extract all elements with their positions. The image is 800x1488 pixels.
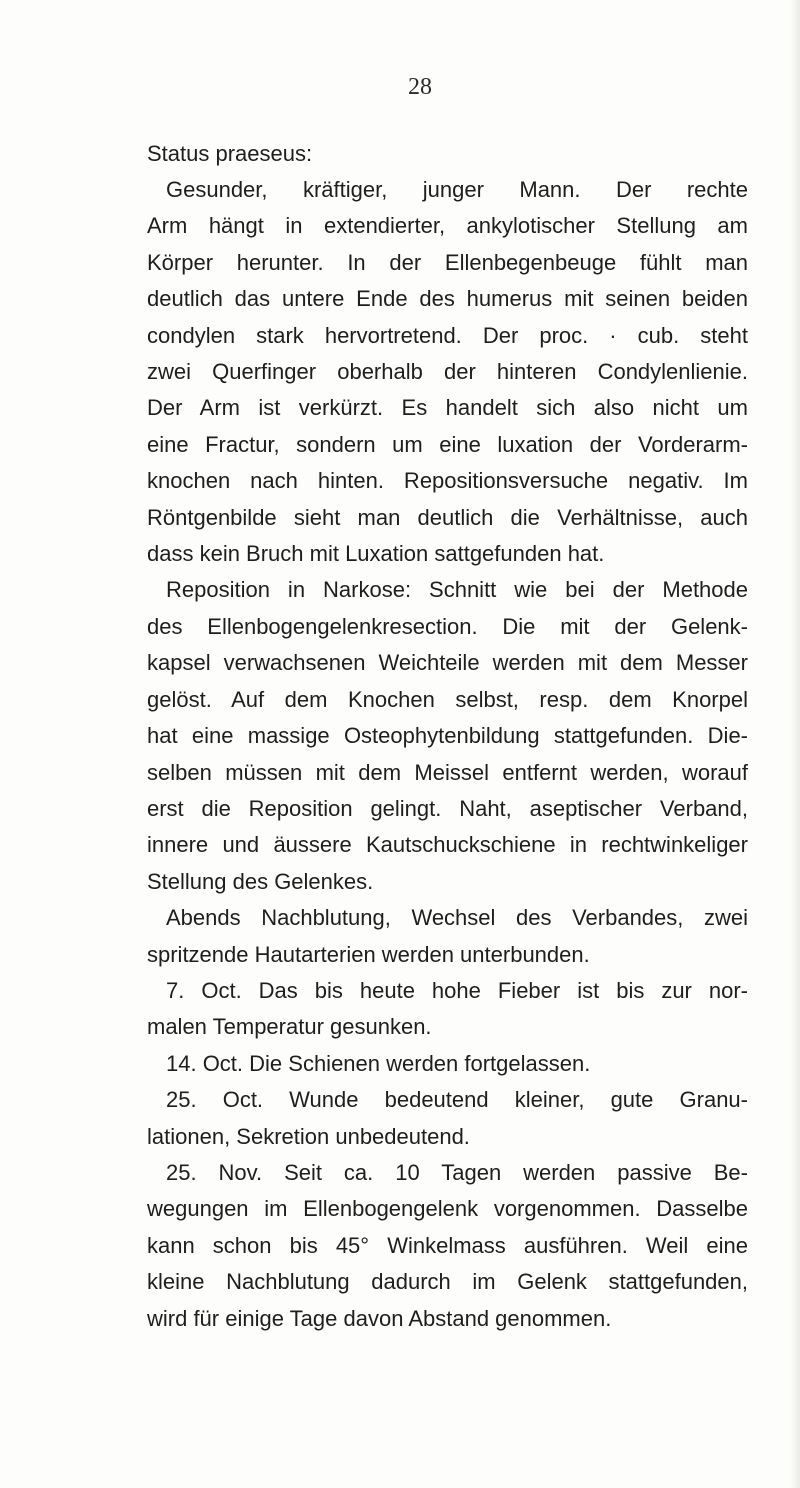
text-line: condylen stark hervortretend. Der proc. · cub. steht [147,322,748,348]
text-line: wird für einige Tage davon Abstand genommen. [147,1305,612,1331]
section-heading: Status praeseus: [147,141,313,166]
paragraph [128,172,748,572]
text-line: hat eine massige Osteophytenbildung stattgefunden. Die- [147,723,748,749]
text-line: knochen nach hinten. Repositionsversuche negativ. Im [147,468,748,494]
text-line: gelöst. Auf dem Knochen selbst, resp. dem Knorpel [147,686,748,712]
text-line: Der Arm ist verkürzt. Es handelt sich also nicht um [147,395,748,421]
body-text [128,136,748,1337]
text-line: Stellung des Gelenkes. [147,868,374,894]
text-line: eine Fractur, sondern um eine luxation der Vorderarm- [147,431,748,457]
text-line: malen Temperatur gesunken. [147,1014,432,1040]
text-line: Reposition in Narkose: Schnitt wie bei der Methode [166,577,748,603]
paragraph [128,973,748,1046]
paragraph [128,1155,748,1337]
paragraph [128,572,748,900]
text-line: 25. Oct. Wunde bedeutend kleiner, gute Granu- [166,1087,748,1113]
text-line: innere und äussere Kautschuckschiene in rechtwinkeliger [147,832,748,858]
text-line: selben müssen mit dem Meissel entfernt werden, worauf [147,759,748,785]
paragraph-list [128,172,748,1337]
text-line: Gesunder, kräftiger, junger Mann. Der rechte [166,177,748,202]
text-line: kleine Nachblutung dadurch im Gelenk stattgefunden, [147,1269,748,1295]
text-line: dass kein Bruch mit Luxation sattgefunden hat. [147,541,605,567]
text-line: kann schon bis 45° Winkelmass ausführen. Weil eine [147,1232,748,1258]
page-number: 28 [408,74,432,100]
text-line: 14. Oct. Die Schienen werden fortgelassen. [166,1050,591,1076]
text-line: deutlich das untere Ende des humerus mit seinen beiden [147,286,748,312]
text-line: Abends Nachblutung, Wechsel des Verbandes, zwei [166,905,748,931]
page-edge-shadow [790,0,800,1488]
text-line: wegungen im Ellenbogengelenk vorgenommen. Dasselbe [147,1196,748,1222]
text-line: kapsel verwachsenen Weichteile werden mit dem Messer [147,650,748,676]
text-line: lationen, Sekretion unbedeutend. [147,1123,470,1149]
text-line: Arm hängt in extendierter, ankylotischer Stellung am [147,213,748,239]
text-line: 25. Nov. Seit ca. 10 Tagen werden passive Be- [166,1159,748,1185]
text-line: spritzende Hautarterien werden unterbunden. [147,941,590,967]
text-line: Körper herunter. In der Ellenbegenbeuge fühlt man [147,249,748,275]
text-line: erst die Reposition gelingt. Naht, aseptischer Verband, [147,795,748,821]
paragraph [128,1046,748,1082]
text-line: Röntgenbilde sieht man deutlich die Verhältnisse, auch [147,504,748,530]
text-line: des Ellenbogengelenkresection. Die mit der Gelenk- [147,613,748,639]
text-line: zwei Querfinger oberhalb der hinteren Condylenlienie. [147,359,748,385]
paragraph [128,1082,748,1155]
paragraph [128,900,748,973]
text-line: 7. Oct. Das bis heute hohe Fieber ist bis zur nor- [166,977,748,1003]
